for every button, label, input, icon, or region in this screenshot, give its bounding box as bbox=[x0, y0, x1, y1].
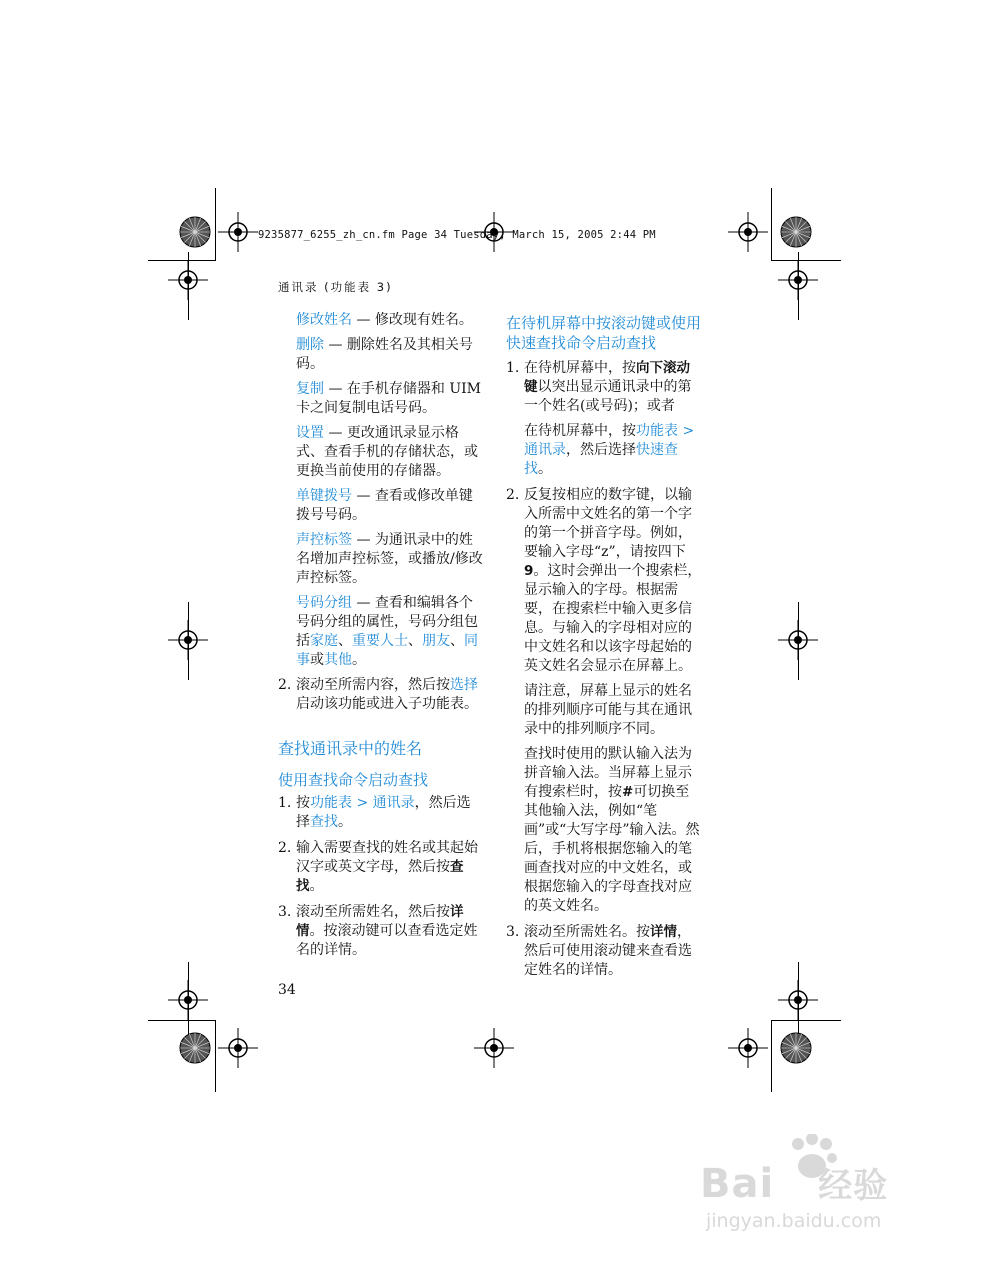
option-term[interactable]: 复制 bbox=[296, 381, 324, 397]
reg-mark bbox=[778, 980, 818, 1020]
menu-link[interactable]: 功能表 bbox=[636, 423, 678, 439]
option-term[interactable]: 单键拨号 bbox=[296, 488, 352, 504]
steps-list bbox=[278, 794, 483, 960]
contacts-link[interactable]: 通讯录 bbox=[524, 442, 566, 458]
group-link[interactable]: 同事 bbox=[296, 633, 478, 668]
option-item: 声控标签 — 为通讯录中的姓名增加声控标签，或播放/修改声控标签。 bbox=[296, 532, 483, 586]
reg-mark bbox=[218, 1028, 258, 1068]
key-label: # bbox=[622, 784, 634, 800]
subsection-heading: 在待机屏幕中按滚动键或使用快速查找命令启动查找 bbox=[506, 314, 702, 352]
list-item: 1. 在待机屏幕中，按向下滚动键以突出显示通讯录中的第一个姓名(或号码)；或者 在待机屏幕中，按功能表 > 通讯录，然后选择快速查找。 bbox=[506, 359, 703, 479]
watermark-url: jingyan.baidu.com bbox=[706, 1210, 882, 1232]
option-item-groups: 号码分组 — 查看和编辑各个号码分组的属性，号码分组包括家庭、重要人士、朋友、同事或其他。 bbox=[296, 595, 478, 668]
star-mark-tr bbox=[781, 217, 811, 247]
file-info-line: 9235877_6255_zh_cn.fm Page 34 Tuesday, March 15, 2005 2:44 PM bbox=[258, 229, 656, 241]
page-number: 34 bbox=[278, 982, 296, 998]
reg-mark bbox=[474, 1028, 514, 1068]
group-link[interactable]: 重要人士 bbox=[352, 633, 408, 649]
option-item: 删除 — 删除姓名及其相关号码。 bbox=[296, 337, 473, 372]
star-mark-bl bbox=[180, 1033, 210, 1063]
key-label: 查找 bbox=[296, 859, 464, 894]
reg-mark bbox=[218, 212, 258, 252]
menu-link[interactable]: 功能表 bbox=[310, 795, 352, 811]
group-link[interactable]: 朋友 bbox=[422, 633, 450, 649]
select-link[interactable]: 选择 bbox=[450, 677, 478, 693]
reg-mark bbox=[168, 260, 208, 300]
watermark-brand: Bai 经验 bbox=[700, 1161, 889, 1207]
list-item: 2. 反复按相应的数字键，以输入所需中文姓名的第一个字的第一个拼音字母。例如，要输入字母“z”，请按四下 9。这时会弹出一个搜索栏，显示输入的字母。根据需要，在搜索栏中输入更多信息。与输入的字母相对应的中文姓名和以该字母起始的英文姓名会显示在屏幕上。 请注意，屏幕上显示的姓名的排列顺序可能与其在通讯录中的排列顺序不同。 查找时使用的默认输入法为拼音输入法。当屏幕上显示有搜索栏时，按#可切换至其他输入法，例如“笔画”或“大写字母”输入法。然后，手机将根据您输入的笔画查找对应的中文姓名，或根据您输入的字母查找对应的英文姓名。 bbox=[506, 487, 702, 914]
option-term[interactable]: 删除 bbox=[296, 337, 324, 353]
list-item: 1. 按功能表 > 通讯录，然后选择查找。 bbox=[278, 795, 471, 830]
reg-mark bbox=[728, 212, 768, 252]
key-label: 向下滚动键 bbox=[524, 360, 690, 395]
reg-mark bbox=[778, 260, 818, 300]
alt-instruction: 在待机屏幕中，按功能表 > 通讯录，然后选择快速查找。 bbox=[524, 423, 695, 477]
reg-mark bbox=[168, 980, 208, 1020]
search-link[interactable]: 查找 bbox=[310, 814, 338, 830]
option-term[interactable]: 声控标签 bbox=[296, 532, 352, 548]
group-link[interactable]: 家庭 bbox=[310, 633, 338, 649]
steps-list bbox=[278, 676, 483, 714]
quick-search-link[interactable]: 快速查找 bbox=[524, 442, 678, 477]
star-mark-tl bbox=[180, 217, 210, 247]
contacts-link[interactable]: 通讯录 bbox=[372, 795, 415, 811]
reg-mark bbox=[728, 1028, 768, 1068]
key-label: 详情 bbox=[650, 924, 677, 940]
option-term[interactable]: 修改姓名 bbox=[296, 312, 352, 328]
subsection-heading: 使用查找命令启动查找 bbox=[278, 771, 429, 789]
section-heading: 查找通讯录中的姓名 bbox=[278, 739, 423, 758]
option-item: 单键拨号 — 查看或修改单键拨号号码。 bbox=[296, 488, 473, 523]
group-link[interactable]: 其他 bbox=[324, 652, 352, 668]
key-label: 详情 bbox=[296, 904, 464, 939]
right-column bbox=[506, 313, 703, 987]
option-term[interactable]: 号码分组 bbox=[296, 595, 352, 611]
star-mark-br bbox=[781, 1033, 811, 1063]
option-item: 修改姓名 — 修改现有姓名。 bbox=[296, 312, 473, 328]
input-method-paragraph: 查找时使用的默认输入法为拼音输入法。当屏幕上显示有搜索栏时，按#可切换至其他输入法，例如“笔画”或“大写字母”输入法。然后，手机将根据您输入的笔画查找对应的中文姓名，或根据您输入的字母查找对应的英文姓名。 bbox=[524, 746, 700, 914]
option-term[interactable]: 设置 bbox=[296, 425, 324, 441]
option-item: 设置 — 更改通讯录显示格式、查看手机的存储状态，或更换当前使用的存储器。 bbox=[296, 425, 478, 479]
note-paragraph: 请注意，屏幕上显示的姓名的排列顺序可能与其在通讯录中的排列顺序不同。 bbox=[524, 683, 692, 737]
list-item: 2. 输入需要查找的姓名或其起始汉字或英文字母，然后按查找。 bbox=[278, 840, 478, 894]
key-label: 9 bbox=[524, 563, 534, 579]
steps-list bbox=[506, 359, 703, 980]
list-item: 2. 滚动至所需内容，然后按选择启动该功能或进入子功能表。 bbox=[278, 677, 478, 712]
section-header: 通讯录 (功能表 3) bbox=[278, 280, 393, 294]
list-item: 3. 滚动至所需姓名，然后按详情。按滚动键可以查看选定姓名的详情。 bbox=[278, 904, 478, 958]
list-item: 3. 滚动至所需姓名。按详情，然后可使用滚动键来查看选定姓名的详情。 bbox=[506, 924, 692, 978]
option-item: 复制 — 在手机存储器和 UIM 卡之间复制电话号码。 bbox=[296, 381, 482, 416]
left-column bbox=[278, 311, 483, 967]
reg-mark bbox=[778, 620, 818, 660]
reg-mark bbox=[168, 620, 208, 660]
